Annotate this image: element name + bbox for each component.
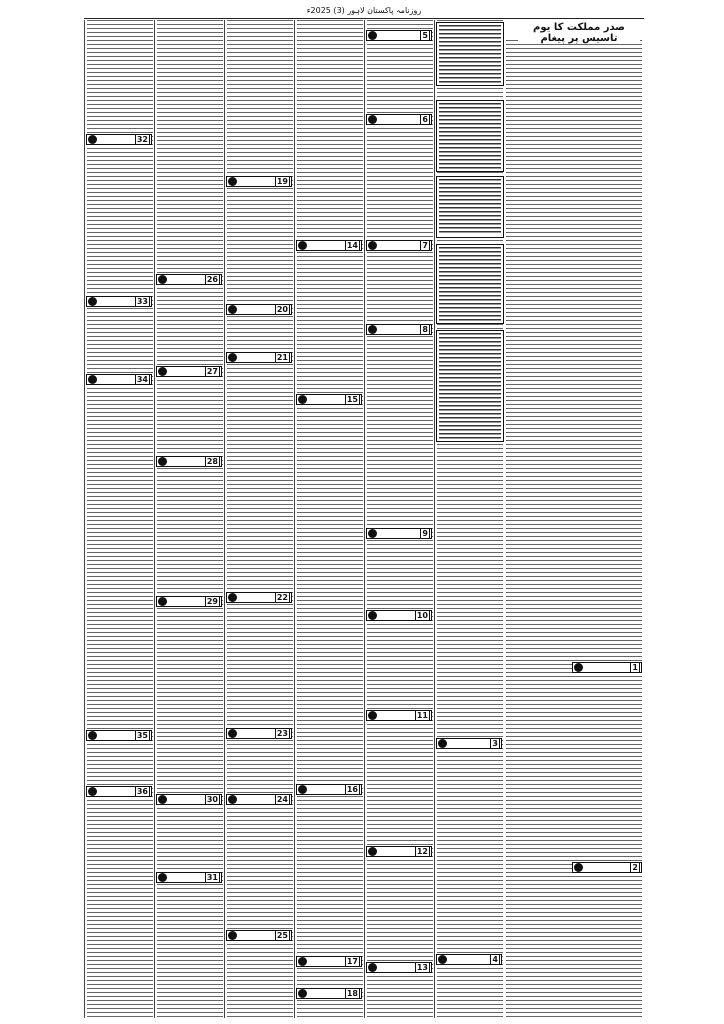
section-heading-12 — [366, 846, 432, 857]
section-heading-21 — [226, 352, 292, 363]
bullet-icon — [368, 711, 377, 720]
section-heading-22 — [226, 592, 292, 603]
section-number: 31 — [206, 873, 218, 882]
section-heading-30 — [156, 794, 222, 805]
column-5 — [224, 20, 295, 1018]
bullet-icon — [574, 663, 583, 672]
bullet-icon — [158, 873, 167, 882]
section-number: 6 — [422, 115, 428, 124]
section-heading-23 — [226, 728, 292, 739]
masthead: روزنامہ پاکستان لاہور (3) 2025ء — [84, 4, 644, 19]
section-heading-14 — [296, 240, 362, 251]
section-number: 23 — [276, 729, 288, 738]
bullet-icon — [368, 611, 377, 620]
section-heading-28 — [156, 456, 222, 467]
section-heading-16 — [296, 784, 362, 795]
section-number: 24 — [276, 795, 288, 804]
section-heading-25 — [226, 930, 292, 941]
bullet-icon — [88, 375, 97, 384]
bullet-icon — [158, 795, 167, 804]
bullet-icon — [88, 787, 97, 796]
notice-box — [436, 330, 504, 442]
section-heading-9 — [366, 528, 432, 539]
section-heading-20 — [226, 304, 292, 315]
bullet-icon — [158, 457, 167, 466]
section-number: 5 — [422, 31, 428, 40]
section-number: 2 — [632, 863, 638, 872]
section-heading-17 — [296, 956, 362, 967]
section-heading-11 — [366, 710, 432, 721]
section-number: 3 — [492, 739, 498, 748]
bullet-icon — [368, 31, 377, 40]
section-number: 26 — [206, 275, 218, 284]
section-heading-7 — [366, 240, 432, 251]
bullet-icon — [298, 957, 307, 966]
section-heading-27 — [156, 366, 222, 377]
section-heading-18 — [296, 988, 362, 999]
section-heading-26 — [156, 274, 222, 285]
section-number: 8 — [422, 325, 428, 334]
section-heading-19 — [226, 176, 292, 187]
bullet-icon — [368, 115, 377, 124]
section-number: 29 — [206, 597, 218, 606]
section-number: 34 — [136, 375, 148, 384]
section-heading-32 — [86, 134, 152, 145]
column-7 — [84, 20, 155, 1018]
notice-box — [436, 22, 504, 86]
notice-box — [436, 244, 504, 324]
section-heading-2 — [572, 862, 642, 873]
bullet-icon — [368, 847, 377, 856]
bullet-icon — [438, 955, 447, 964]
section-number: 19 — [276, 177, 288, 186]
section-number: 17 — [346, 957, 358, 966]
notice-box — [436, 176, 504, 238]
bullet-icon — [574, 863, 583, 872]
bullet-icon — [88, 297, 97, 306]
section-heading-6 — [366, 114, 432, 125]
section-number: 35 — [136, 731, 148, 740]
section-heading-36 — [86, 786, 152, 797]
bullet-icon — [298, 785, 307, 794]
bullet-icon — [298, 241, 307, 250]
notice-box — [436, 100, 504, 172]
column-4 — [294, 20, 365, 1018]
section-number: 22 — [276, 593, 288, 602]
section-number: 4 — [492, 955, 498, 964]
bullet-icon — [368, 241, 377, 250]
bullet-icon — [88, 731, 97, 740]
bullet-icon — [298, 989, 307, 998]
section-heading-13 — [366, 962, 432, 973]
section-heading-33 — [86, 296, 152, 307]
section-number: 7 — [422, 241, 428, 250]
bullet-icon — [228, 177, 237, 186]
section-number: 28 — [206, 457, 218, 466]
section-number: 36 — [136, 787, 148, 796]
section-heading-8 — [366, 324, 432, 335]
section-number: 13 — [416, 963, 428, 972]
section-number: 16 — [346, 785, 358, 794]
column-6 — [154, 20, 225, 1018]
section-heading-1 — [572, 662, 642, 673]
section-heading-35 — [86, 730, 152, 741]
section-number: 11 — [416, 711, 428, 720]
section-heading-5 — [366, 30, 432, 41]
bullet-icon — [158, 597, 167, 606]
section-number: 27 — [206, 367, 218, 376]
bullet-icon — [438, 739, 447, 748]
bullet-icon — [158, 367, 167, 376]
section-number: 14 — [346, 241, 358, 250]
newspaper-page — [84, 4, 644, 1020]
section-number: 21 — [276, 353, 288, 362]
bullet-icon — [158, 275, 167, 284]
section-number: 32 — [136, 135, 148, 144]
section-heading-29 — [156, 596, 222, 607]
main-title: صدر مملکت کا یوم تاسیس پر پیغام — [518, 22, 640, 44]
section-heading-24 — [226, 794, 292, 805]
section-number: 33 — [136, 297, 148, 306]
bullet-icon — [368, 963, 377, 972]
section-heading-15 — [296, 394, 362, 405]
section-number: 20 — [276, 305, 288, 314]
bullet-icon — [228, 795, 237, 804]
section-number: 10 — [416, 611, 428, 620]
bullet-icon — [228, 593, 237, 602]
section-number: 12 — [416, 847, 428, 856]
bullet-icon — [228, 353, 237, 362]
bullet-icon — [368, 325, 377, 334]
bullet-icon — [298, 395, 307, 404]
column-3 — [364, 20, 435, 1018]
section-heading-10 — [366, 610, 432, 621]
bullet-icon — [368, 529, 377, 538]
section-number: 18 — [346, 989, 358, 998]
section-heading-3 — [436, 738, 502, 749]
bullet-icon — [228, 931, 237, 940]
section-number: 1 — [632, 663, 638, 672]
bullet-icon — [228, 729, 237, 738]
bullet-icon — [228, 305, 237, 314]
section-heading-4 — [436, 954, 502, 965]
section-number: 30 — [206, 795, 218, 804]
bullet-icon — [88, 135, 97, 144]
section-heading-31 — [156, 872, 222, 883]
section-number: 9 — [422, 529, 428, 538]
section-heading-34 — [86, 374, 152, 385]
section-number: 15 — [346, 395, 358, 404]
section-number: 25 — [276, 931, 288, 940]
